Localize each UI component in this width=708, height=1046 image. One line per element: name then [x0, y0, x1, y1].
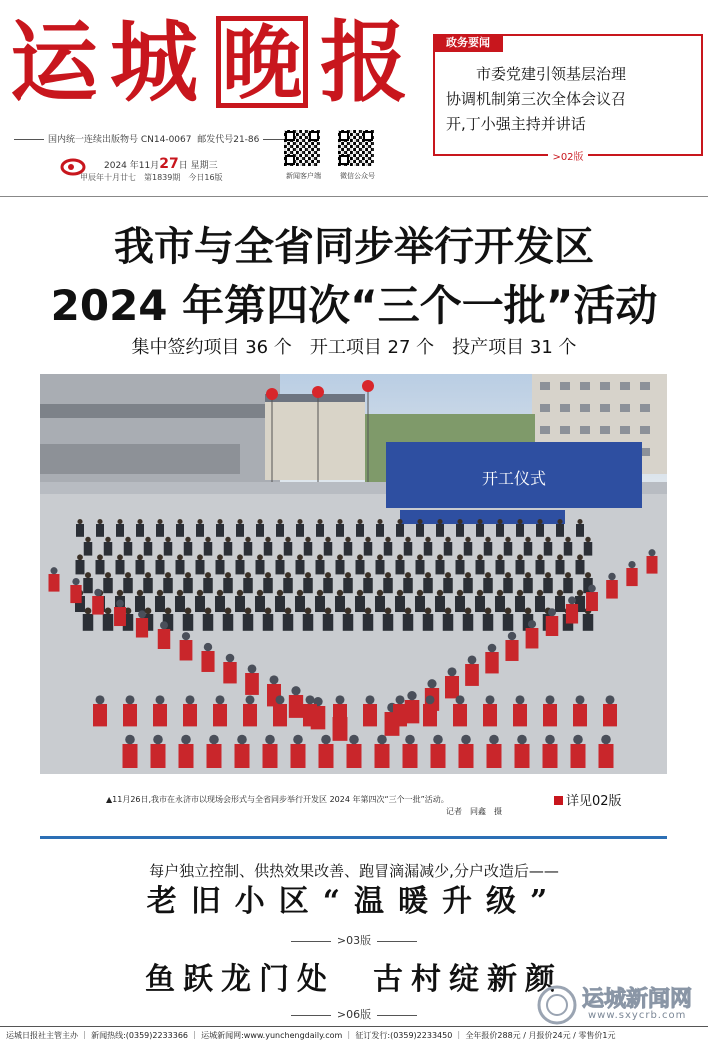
- date-prefix: 2024 年11月: [104, 161, 160, 171]
- footer-info: 运城日报社主管主办 ｜ 新闻热线:(0359)2233366 ｜ 运城新闻网:www.yunchengdaily.com ｜ 征订发行:(0359)2233450 ｜ 全年报价288元 / 月报价24元 / 零售价1元: [6, 1031, 616, 1040]
- qr-label: 微信公众号: [340, 172, 375, 180]
- story1-headline[interactable]: 老旧小区“温暖升级”: [146, 884, 562, 919]
- stage-banner-text: 开工仪式: [481, 469, 547, 488]
- red-square-icon: [554, 796, 563, 805]
- watermark-logo-icon: [536, 984, 578, 1026]
- main-headline-line1: 我市与全省同步举行开发区: [114, 224, 594, 270]
- postal-code: 邮发代号21-86: [197, 135, 260, 145]
- date-suffix: 日 星期三: [178, 161, 218, 171]
- news-box-line: 开,丁小强主持并讲话: [446, 115, 586, 133]
- site-watermark: [536, 982, 704, 1028]
- divider: [0, 196, 708, 197]
- watermark-url: www.sxycrb.com: [588, 1010, 687, 1021]
- footer-divider: [0, 1026, 708, 1027]
- photo-credit: 记者 同鑫 摄: [446, 807, 502, 816]
- qr-code-app[interactable]: [284, 130, 320, 166]
- page-ref-text: >03版: [336, 934, 372, 947]
- masthead-boxed-char: [216, 16, 308, 108]
- section-divider: [40, 836, 667, 839]
- news-box-line: 协调机制第三次全体会议召: [446, 90, 627, 108]
- story1-page-ref[interactable]: [0, 932, 708, 948]
- story2-headline[interactable]: 鱼跃龙门处 古村绽新颜: [145, 962, 563, 997]
- masthead-char: 城: [110, 10, 199, 114]
- masthead-char: 晚: [222, 16, 302, 110]
- ceremony-photo-illustration: [40, 374, 667, 774]
- qr-label: 新闻客户端: [286, 172, 321, 180]
- story1-kicker: 每户独立控制、供热效果改善、跑冒滴漏减少,分户改造后——: [149, 862, 559, 880]
- lunar-date-issue: 甲辰年十月廿七 第1839期 今日16版: [80, 173, 223, 182]
- masthead: [10, 8, 420, 118]
- see-more-link[interactable]: [554, 790, 622, 809]
- page-ref-text: >06版: [336, 1008, 372, 1021]
- main-subheadline: 集中签约项目 36 个 开工项目 27 个 投产项目 31 个: [131, 337, 577, 358]
- page-ref-text: >02版: [548, 152, 587, 163]
- see-more-text: 详见02版: [566, 794, 622, 809]
- ceremony-photo: [40, 374, 667, 774]
- news-box-tag: 政务要闻: [433, 34, 503, 52]
- news-box-text: [446, 62, 696, 137]
- watermark-title: 运城新闻网: [582, 987, 693, 1012]
- news-box-line: 市委党建引领基层治理: [446, 65, 627, 83]
- main-headline-line2: 2024 年第四次“三个一批”活动: [50, 281, 658, 330]
- publication-info: [10, 132, 272, 145]
- news-box-page-ref[interactable]: [433, 148, 703, 163]
- photo-caption: ▲11月26日,我市在永济市以现场会形式与全省同步举行开发区 2024 年第四次“三个一批”活动。: [106, 795, 449, 804]
- date-day: 27: [159, 156, 179, 172]
- issn-number: 国内统一连续出版物号 CN14-0067: [48, 135, 192, 145]
- masthead-char: 报: [320, 10, 409, 114]
- qr-code-wechat[interactable]: [338, 130, 374, 166]
- issue-date: [104, 156, 218, 172]
- masthead-char: 运: [10, 10, 99, 114]
